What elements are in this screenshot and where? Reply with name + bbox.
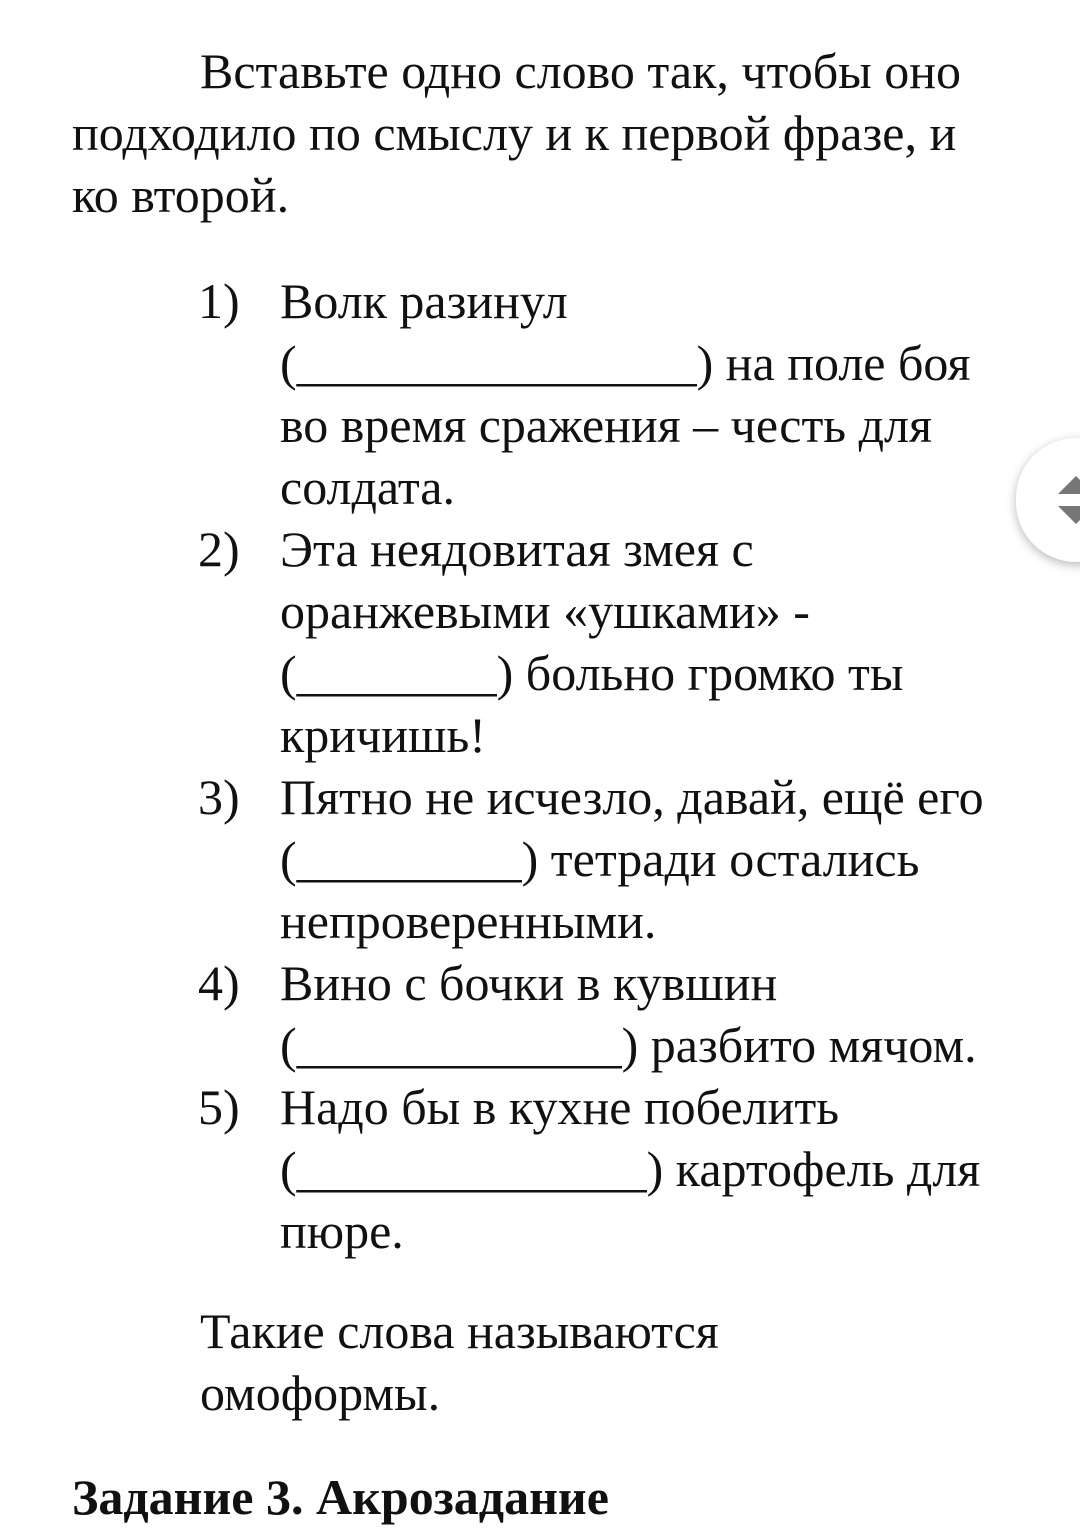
task-text: Надо бы в кухне побелить (______________) картофель для пюре.: [280, 1079, 981, 1259]
task-item-5: [198, 1076, 1028, 1262]
task-text: Волк разинул (________________) на поле боя во время сражения – честь для солдата.: [280, 273, 971, 515]
task-item-4: [198, 952, 1028, 1076]
task-number: 3): [198, 769, 240, 825]
task-number: 2): [198, 521, 240, 577]
task-number: 4): [198, 955, 240, 1011]
up-down-arrows-icon: [1054, 476, 1080, 524]
next-task-heading: Задание 3. Акрозадание: [72, 1469, 609, 1525]
task-text: Вино с бочки в кувшин (_____________) разбито мячом.: [280, 955, 977, 1073]
task-item-3: [198, 766, 1028, 952]
task-text: Пятно не исчезло, давай, ещё его (_________) тетради остались непроверенными.: [280, 769, 984, 949]
task-item-1: [198, 270, 1028, 518]
task-text: Эта неядовитая змея с оранжевыми «ушками» - (________) больно громко ты кричишь!: [280, 521, 904, 763]
task-list: [198, 270, 1028, 1262]
task-item-2: [198, 518, 1028, 766]
conclusion-text: Такие слова называются омоформы.: [200, 1303, 719, 1421]
task-number: 1): [198, 273, 240, 329]
task-number: 5): [198, 1079, 240, 1135]
task-instructions: Вставьте одно слово так, чтобы оно подходило по смыслу и к первой фразе, и ко второй.: [72, 43, 961, 223]
